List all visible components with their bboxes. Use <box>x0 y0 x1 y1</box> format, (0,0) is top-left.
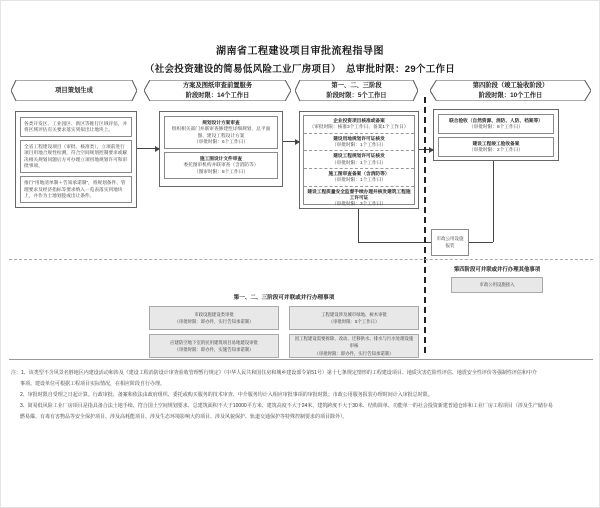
cell-time: （审批时限：1个工作日） <box>331 177 387 183</box>
parallel-box-title: 应建防空地下室的民用建筑项目易地建设审批 <box>170 339 258 345</box>
parallel-box-time: （审批时限：5个工作日） <box>328 319 380 324</box>
stage-banner-preservice <box>144 80 291 101</box>
stage1-group-box <box>15 111 137 208</box>
parallel-box-air-defense-approval <box>149 334 279 358</box>
cell-time: （审批时限：1个工作日） <box>331 159 387 165</box>
stage4-parallel-heading: 第四阶段可并联或并行办理其他事项 <box>453 267 541 273</box>
stage-divider-dashed-line <box>424 97 426 353</box>
process-box-text: 推行“用地清单制＋告知承诺制”，将规划条件、管理要求及经济指标等要求纳入一览表落实到地块上，并作为土地划拨或出让条件。 <box>24 179 126 199</box>
process-box-body: 组织相关部门并联审查修建性详细规划、总平面图、建设工程设计方案 <box>171 126 271 138</box>
stage3-inner-box <box>303 115 415 205</box>
footnote-line: 3、简易低风险工业厂房项目是指具备合法土地手续、符合国土空间规划要求、总建筑面积不大于10000平方米、建筑高度不大于24米、建筑跨度不大于30米、结构简单、功能单一的社会投资新建普通仓库和工业厂房工程项目（涉及生产储存易 <box>20 403 553 409</box>
stage3-group-box <box>299 111 419 209</box>
section-divider-line <box>9 259 593 260</box>
cell-time: （审批时限：1个工作日） <box>331 142 387 148</box>
process-box-time: （审批时限：2个工作日） <box>468 147 524 153</box>
stage-banner-4-acceptance <box>430 80 591 101</box>
cell-title: 建设用地规划许可证核发 <box>333 135 385 141</box>
process-box-title: 规划设计方案审查 <box>202 119 240 125</box>
stage-banner-123 <box>295 80 418 101</box>
stage2-group-box <box>159 111 283 187</box>
process-cell-drawing-filing <box>304 168 414 186</box>
footnote-line: 事项。建设单位可根据工程项目实际情况，在相应阶段自行办理。 <box>20 381 166 387</box>
title-line-2: （社会投资建设的简易低风险工业厂房项目） 总审批时限：29个工作日 <box>144 64 456 75</box>
footnotes <box>11 368 595 423</box>
connector-line <box>358 242 431 243</box>
process-box-text: 市政公用设施 <box>436 235 464 241</box>
stage-banner-planning <box>11 80 137 101</box>
parallel-box-water-drainage-approval <box>289 334 419 358</box>
process-box-text: 报装 <box>445 242 455 248</box>
flow-arrow-2-3 <box>283 141 299 142</box>
parallel-box-greenery-tree-approval <box>289 306 419 330</box>
parallel-box-title: 市政设施建设类审批 <box>194 311 234 317</box>
parallel-box-time: （审批时限：即办件，实行告知承诺制） <box>314 350 394 356</box>
cell-time: （审批时限：3个工作日） <box>331 201 387 207</box>
stage-label: 第四阶段（竣工验收阶段） <box>472 82 549 90</box>
process-box-text: 各类开发区、工业园区、新区等推行区域评估，并将区域评估有关要求落实到拟出让地块上。 <box>24 120 128 133</box>
connector-line <box>493 161 494 242</box>
process-box-regional-evaluation <box>20 117 132 137</box>
footnote-line: 2、审批时限自受理之日起计算。行政审批、备案和依法由政府组织、委托或购买服务的技术审查、中介服务均计入相应审批事项的审批时限；市政公用服务报装办理时间计入审批总时限。 <box>20 392 433 398</box>
page-title <box>1 42 599 75</box>
cell-title: 建设工程质量安全监督手续办理并核发建筑工程施工许可证 <box>307 188 411 201</box>
stage-time: 阶段时限：14个工作日 <box>185 91 250 99</box>
notes-divider-line <box>9 359 593 360</box>
process-box-plan-design-review <box>164 116 278 149</box>
process-box-land-list-commitment <box>20 176 132 203</box>
flow-arrow-3-4 <box>419 149 433 150</box>
cell-title: 建设工程规划许可证核发 <box>333 153 385 159</box>
footnote-line: 注：1、该类型不含风景名胜地区内建设活动和涉及《建设工程消防设计审查验收管理暂行规定》（中华人民共和国住房和城乡建设部令第51号）第十七条规定情形的工程建设项目、地质灾害危险性评估、地震安全性评价等强制性评估和中介 <box>11 370 537 376</box>
cell-title: 企业投资项目核准或备案 <box>333 118 385 123</box>
process-cell-land-use-permit <box>304 133 414 151</box>
cell-time: （审批时限：核准3个工作日、备案1个工作日） <box>309 124 409 130</box>
stage123-parallel-heading: 第一、二、三阶段可并联或并行办理事项 <box>233 295 335 301</box>
parallel-box-municipal-facility-approval <box>149 306 279 330</box>
process-box-body: 委托图审机构并联审查（含消防等） <box>183 162 259 168</box>
process-box-utility-application <box>431 229 469 256</box>
process-box-title: 联合验收（自然资源、消防、人防、档案等） <box>449 117 543 123</box>
connector-line <box>469 242 493 243</box>
stage-label: 第一、二、三阶段 <box>331 82 382 90</box>
process-box-construction-drawing-review <box>164 152 278 179</box>
process-cell-construction-permit <box>304 186 414 210</box>
parallel-box-time: （审批时限：即办件，实施告知承诺制） <box>174 347 254 352</box>
parallel-box-title: 工程建设涉及城市绿地、树木审批 <box>321 311 387 317</box>
parallel-box-title: 因工程建设需要拆除、改动、迁移供水、排水与污水处理设施审核 <box>294 335 414 349</box>
process-box-text: 全省工程建设项目（审批、核准类），立项前进行项目用地合规性检测，符合空间规划控制要求或解决相关规划问题后方可办理立项用地规划许可和审批事项。 <box>24 143 128 169</box>
stage-label: 方案及图纸审查前置服务 <box>182 82 253 90</box>
stage-label: 项目策划生成 <box>55 86 93 94</box>
flow-arrow-1-2 <box>137 148 159 149</box>
parallel-box-utility-connection <box>451 277 543 293</box>
process-box-joint-acceptance <box>438 114 554 134</box>
process-box-title: 施工图设计文件审查 <box>199 155 243 161</box>
cell-title: 施工图审查备案（含消防等） <box>328 171 390 177</box>
process-box-land-compliance-check <box>20 140 132 173</box>
process-box-time: （审批时限：6个工作日） <box>193 139 249 145</box>
stage-time: 阶段时限：5个工作日 <box>326 91 387 99</box>
parallel-box-text: 市政公用设施接入 <box>479 282 515 288</box>
stage-time: 阶段时限：10个工作日 <box>478 91 543 99</box>
parallel-box-time: （审批时限：即办件，实行告知承诺制） <box>174 319 254 324</box>
stage4-group-box <box>433 109 559 161</box>
process-cell-project-planning-permit <box>304 150 414 168</box>
process-box-title: 建设工程竣工验收备案 <box>472 140 520 146</box>
connector-line <box>358 209 359 242</box>
process-cell-project-filing <box>304 116 414 133</box>
footnote-line: 燃易爆、有毒有害物品等安全保护项目、涉及高耗能项目、涉及生态环境影响大的项目、涉及风貌保护、轨道交通保护等特殊控制要求的项目除外）。 <box>20 414 348 420</box>
title-line-1: 湖南省工程建设项目审批流程指导图 <box>216 46 384 57</box>
process-box-time: （图审时限：8个工作日） <box>193 168 249 174</box>
process-box-time: （审批时限：8个工作日） <box>468 124 524 130</box>
process-box-completion-filing <box>438 137 554 157</box>
